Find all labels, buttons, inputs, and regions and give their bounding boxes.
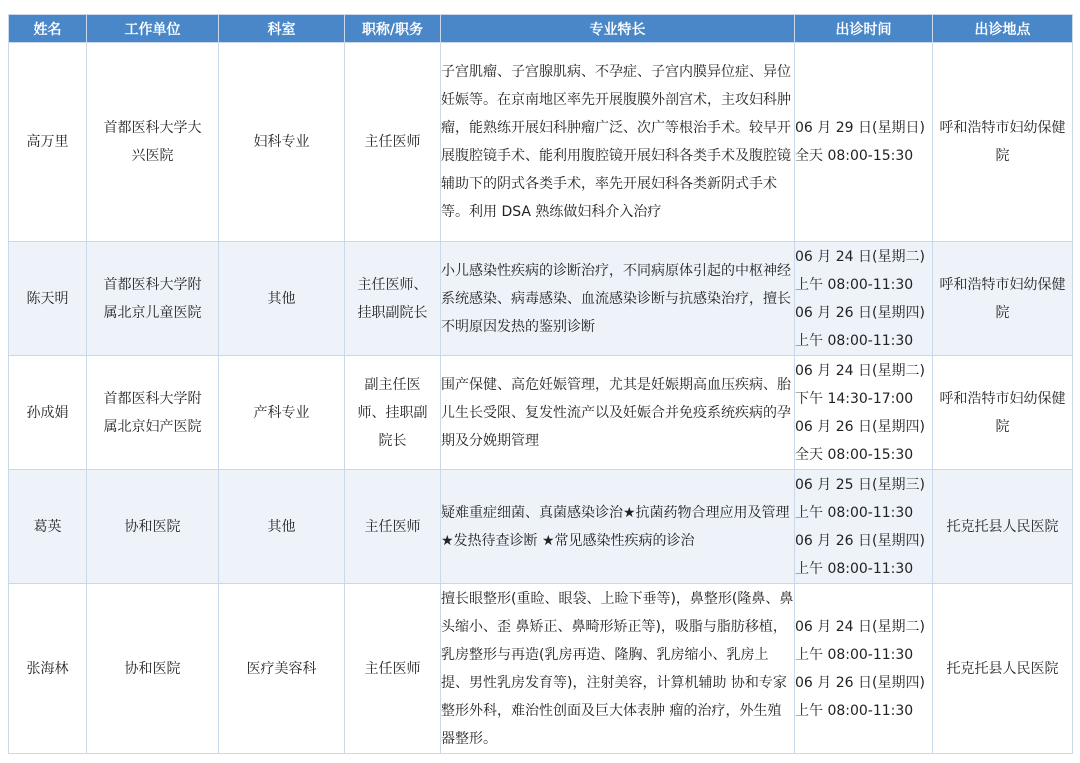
header-unit: 工作单位 bbox=[87, 15, 219, 43]
doctor-name: 孙成娟 bbox=[9, 356, 87, 470]
specialty: 小儿感染性疾病的诊断治疗，不同病原体引起的中枢神经系统感染、病毒感染、血流感染诊断与抗感染治疗，擅长不明原因发热的鉴别诊断 bbox=[441, 242, 795, 356]
specialty: 围产保健、高危妊娠管理，尤其是妊娠期高血压疾病、胎儿生长受限、复发性流产以及妊娠合并免疫系统疾病的孕期及分娩期管理 bbox=[441, 356, 795, 470]
time-line: 06 月 24 日(星期二) bbox=[795, 248, 925, 265]
doctor-name: 葛英 bbox=[9, 470, 87, 584]
clinic-time bbox=[795, 356, 933, 470]
time-line: 06 月 24 日(星期二) bbox=[795, 362, 925, 379]
time-line: 06 月 24 日(星期二) bbox=[795, 618, 925, 635]
header-place: 出诊地点 bbox=[933, 15, 1073, 43]
table-row bbox=[9, 470, 1073, 584]
job-title: 主任医师 bbox=[345, 43, 441, 242]
table-row bbox=[9, 43, 1073, 242]
time-line: 上午 08:00-11:30 bbox=[795, 332, 914, 349]
specialty: 子宫肌瘤、子宫腺肌病、不孕症、子宫内膜异位症、异位妊娠等。在京南地区率先开展腹膜外剖宫术，主攻妇科肿瘤，能熟练开展妇科肿瘤广泛、次广等根治手术。较早开展腹腔镜手术、能利用腹腔镜开展妇科各类手术及腹腔镜辅助下的阴式各类手术，率先开展妇科各类新阴式手术等。利用 DSA 熟练做妇科介入治疗 bbox=[441, 43, 795, 242]
time-line: 下午 14:30-17:00 bbox=[795, 390, 914, 407]
clinic-time bbox=[795, 470, 933, 584]
clinic-place: 呼和浩特市妇幼保健院 bbox=[933, 43, 1073, 242]
specialty: 疑难重症细菌、真菌感染诊治★抗菌药物合理应用及管理★发热待查诊断 ★常见感染性疾病的诊治 bbox=[441, 470, 795, 584]
table-row bbox=[9, 584, 1073, 754]
header-time: 出诊时间 bbox=[795, 15, 933, 43]
time-line: 上午 08:00-11:30 bbox=[795, 646, 914, 663]
clinic-place: 托克托县人民医院 bbox=[933, 584, 1073, 754]
time-line: 06 月 25 日(星期三) bbox=[795, 476, 925, 493]
job-title: 主任医师 bbox=[345, 470, 441, 584]
clinic-place: 托克托县人民医院 bbox=[933, 470, 1073, 584]
department: 妇科专业 bbox=[219, 43, 345, 242]
time-line: 06 月 26 日(星期四) bbox=[795, 418, 925, 435]
clinic-time bbox=[795, 584, 933, 754]
job-title: 主任医师 bbox=[345, 584, 441, 754]
clinic-place: 呼和浩特市妇幼保健院 bbox=[933, 242, 1073, 356]
time-line: 06 月 26 日(星期四) bbox=[795, 674, 925, 691]
header-specialty: 专业特长 bbox=[441, 15, 795, 43]
clinic-time bbox=[795, 242, 933, 356]
time-line: 上午 08:00-11:30 bbox=[795, 702, 914, 719]
time-line: 06 月 26 日(星期四) bbox=[795, 532, 925, 549]
doctor-name: 张海林 bbox=[9, 584, 87, 754]
department: 医疗美容科 bbox=[219, 584, 345, 754]
header-title: 职称/职务 bbox=[345, 15, 441, 43]
work-unit: 首都医科大学大兴医院 bbox=[87, 43, 219, 242]
header-dept: 科室 bbox=[219, 15, 345, 43]
header-name: 姓名 bbox=[9, 15, 87, 43]
time-line: 全天 08:00-15:30 bbox=[795, 446, 914, 463]
time-line: 全天 08:00-15:30 bbox=[795, 148, 914, 164]
time-line: 上午 08:00-11:30 bbox=[795, 560, 914, 577]
time-line: 上午 08:00-11:30 bbox=[795, 276, 914, 293]
department: 其他 bbox=[219, 242, 345, 356]
work-unit: 协和医院 bbox=[87, 584, 219, 754]
doctor-name: 陈天明 bbox=[9, 242, 87, 356]
time-line: 06 月 29 日(星期日) bbox=[795, 120, 925, 136]
work-unit: 首都医科大学附属北京儿童医院 bbox=[87, 242, 219, 356]
department: 产科专业 bbox=[219, 356, 345, 470]
specialty: 擅长眼整形(重睑、眼袋、上睑下垂等)，鼻整形(隆鼻、鼻头缩小、歪 鼻矫正、鼻畸形矫正等)，吸脂与脂肪移植，乳房整形与再造(乳房再造、隆胸、乳房缩小、乳房上提、男性乳房发育等)，注射美容，计算机辅助 协和专家 整形外科，难治性创面及巨大体表肿 瘤的治疗，外生殖器整形。 bbox=[441, 584, 795, 754]
header-row bbox=[9, 15, 1073, 43]
clinic-place: 呼和浩特市妇幼保健院 bbox=[933, 356, 1073, 470]
table-row bbox=[9, 356, 1073, 470]
table-row bbox=[9, 242, 1073, 356]
work-unit: 首都医科大学附属北京妇产医院 bbox=[87, 356, 219, 470]
job-title: 主任医师、挂职副院长 bbox=[345, 242, 441, 356]
department: 其他 bbox=[219, 470, 345, 584]
work-unit: 协和医院 bbox=[87, 470, 219, 584]
time-line: 06 月 26 日(星期四) bbox=[795, 304, 925, 321]
clinic-time bbox=[795, 43, 933, 242]
doctor-name: 高万里 bbox=[9, 43, 87, 242]
doctor-schedule-table bbox=[8, 14, 1073, 754]
job-title: 副主任医师、挂职副院长 bbox=[345, 356, 441, 470]
time-line: 上午 08:00-11:30 bbox=[795, 504, 914, 521]
